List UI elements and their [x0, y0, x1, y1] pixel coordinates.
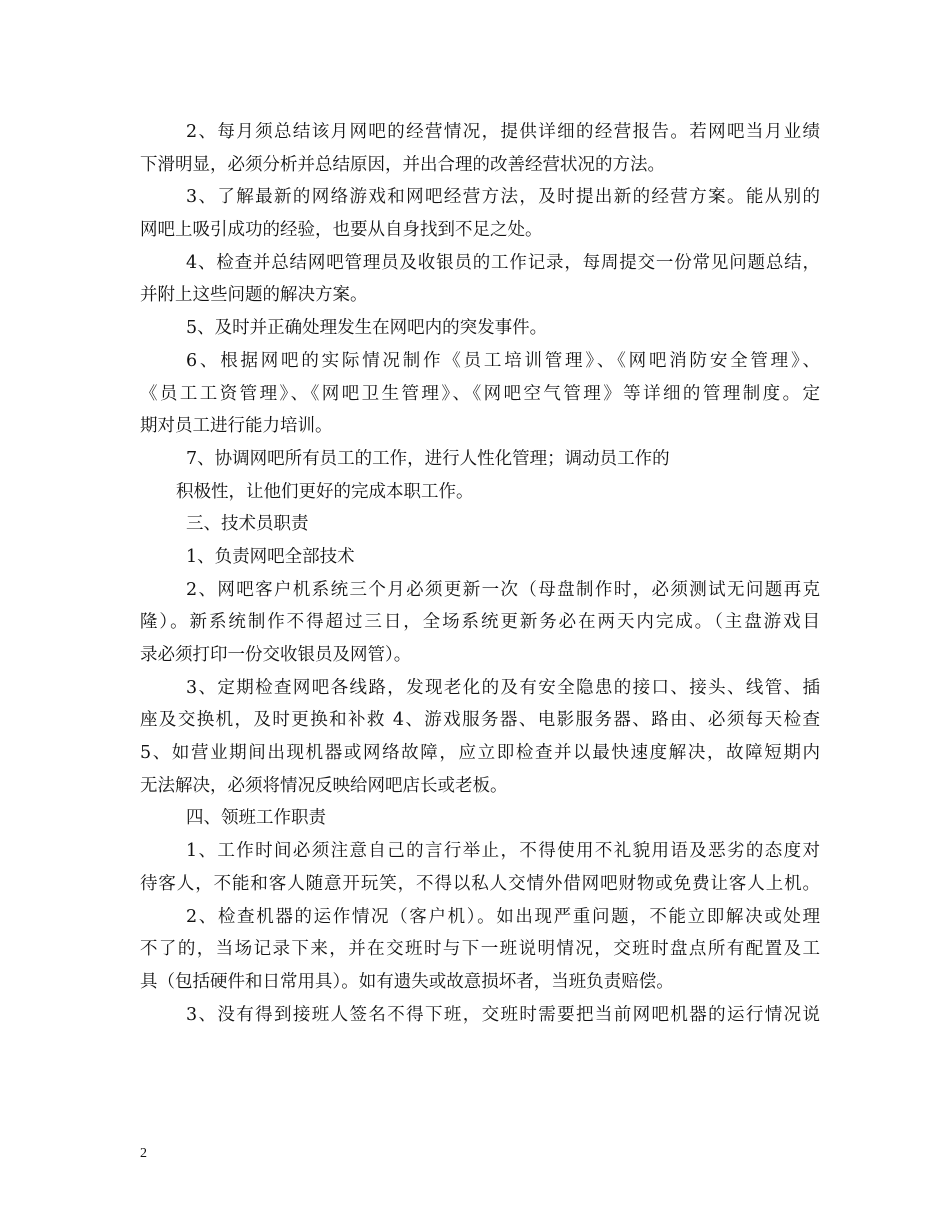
text-line: 4、检查并总结网吧管理员及收银员的工作记录，每周提交一份常见问题总结，: [186, 252, 820, 273]
text-line: 录必须打印一份交收银员及网管）。: [140, 645, 412, 665]
text-line: 积极性，让他们更好的完成本职工作。: [176, 481, 474, 502]
text-line: 6、根据网吧的实际情况制作《员工培训管理》、《网吧消防安全管理》、: [186, 350, 820, 371]
page-number: 2: [140, 1146, 147, 1161]
text-line: 隆）。新系统制作不得超过三日，全场系统更新务必在两天内完成。（主盘游戏目: [140, 612, 820, 633]
text-line: 1、工作时间必须注意自己的言行举止，不得使用不礼貌用语及恶劣的态度对: [186, 841, 820, 862]
text-line: 下滑明显，必须分析并总结原因，并出合理的改善经营状况的方法。: [140, 154, 665, 175]
text-line: 具（包括硬件和日常用具）。如有遗失或故意损坏者，当班负责赔偿。: [140, 971, 674, 992]
text-line: 2、检查机器的运作情况（客户机）。如出现严重问题，不能立即解决或处理: [186, 906, 820, 927]
text-line: 待客人，不能和客人随意开玩笑，不得以私人交情外借网吧财物或免费让客人上机。: [140, 873, 820, 894]
text-line: 7、协调网吧所有员工的工作，进行人性化管理；调动员工作的: [186, 448, 670, 469]
text-line: 并附上这些问题的解决方案。: [140, 285, 368, 306]
text-line: 3、没有得到接班人签名不得下班，交班时需要把当前网吧机器的运行情况说: [186, 1004, 820, 1025]
text-line: 网吧上吸引成功的经验，也要从自身找到不足之处。: [140, 220, 543, 241]
section-heading: 四、领班工作职责: [186, 808, 326, 829]
text-line: 5、及时并正确处理发生在网吧内的突发事件。: [186, 318, 548, 339]
text-line: 座及交换机，及时更换和补救 4、游戏服务器、电影服务器、路由、必须每天检查: [140, 710, 820, 731]
section-heading: 三、技术员职责: [186, 514, 309, 535]
text-line: 5、如营业期间出现机器或网络故障，应立即检查并以最快速度解决，故障短期内: [140, 743, 820, 764]
text-line: 1、负责网吧全部技术: [186, 546, 355, 567]
text-line: 3、定期检查网吧各线路，发现老化的及有安全隐患的接口、接头、线管、插: [186, 677, 820, 698]
text-line: 无法解决，必须将情况反映给网吧店长或老板。: [140, 775, 508, 796]
text-line: 3、了解最新的网络游戏和网吧经营方法，及时提出新的经营方案。能从别的: [186, 187, 820, 208]
text-line: 不了的，当场记录下来，并在交班时与下一班说明情况，交班时盘点所有配置及工: [140, 939, 820, 960]
text-line: 2、每月须总结该月网吧的经营情况，提供详细的经营报告。若网吧当月业绩: [186, 122, 820, 142]
document-body: [140, 116, 820, 1031]
text-line: 期对员工进行能力培训。: [140, 416, 333, 437]
text-line: 2、网吧客户机系统三个月必须更新一次（母盘制作时，必须测试无问题再克: [186, 579, 820, 600]
text-line: 《员工工资管理》、《网吧卫生管理》、《网吧空气管理》等详细的管理制度。定: [140, 383, 820, 404]
